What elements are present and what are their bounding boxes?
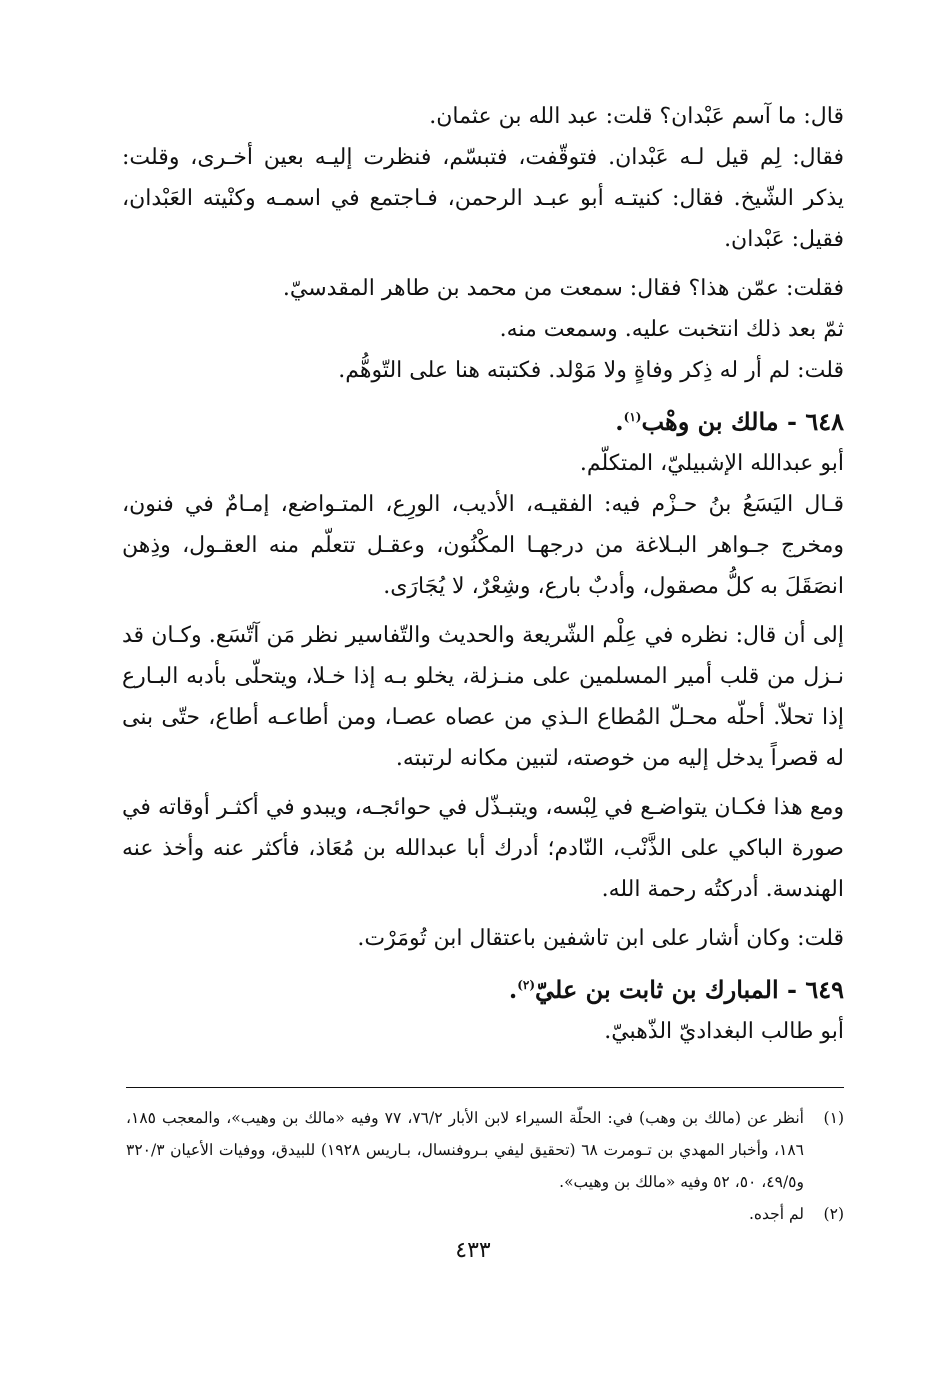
paragraph-2: فقال: لِم قيل لـه عَبْدان. فتوقّفت، فتبسّم، فنظرت إليـه بعين أخـرى، وقلت: يذكر الشّيخ. فقال: كنيتـه أبو عبـد الرحمن، فـاجتمع في اسمـه وكنْيته العَبْدان، فقيل: عَبْدان. xyxy=(122,145,844,252)
footnotes xyxy=(126,1087,844,1230)
entry-title-648: ٦٤٨ - مالك بن وهْب xyxy=(641,407,844,436)
entry-heading-648 xyxy=(122,401,844,443)
footnote-ref-2[interactable]: (٢) xyxy=(517,978,536,992)
paragraph-3a: فقلت: عمّن هذا؟ فقال: سمعت من محمد بن طاهر المقدسيّ. xyxy=(282,276,844,301)
page-body xyxy=(122,96,844,1052)
paragraph-4: أبو عبدالله الإشبيليّ، المتكلّم. xyxy=(579,451,844,476)
paragraph-6: إلى أن قال: نظره في عِلْم الشّريعة والحديث والتّفاسير نظر مَن آتّسَع. وكـان قد نـزل من قلب أمير المسلمين على منـزلة، يخلو بـه إذا خـلا، ويتحلّى بأدبه البـارع إذا تحلاّ. أحلّه محـلّ المُطاع الـذي من عصاه عصـا، ومن أطاعـه أطاع، حتّى بنى له قصراً يدخل إليه من خوصته، لتبين مكانه لرتبته. xyxy=(122,623,844,771)
footnote-text: أنظر عن (مالك بن وهب) في: الحلّة السيراء لابن الأبار ٧٦/٢، ٧٧ وفيه «مالك بن وهيب»، والمعجب ١٨٥، ١٨٦، وأخبار المهدي بن تـومرت ٦٨ (تحقيق ليفي بـروفنسال، بـاريس ١٩٢٨) للبيدق، ووفيات الأعيان ٣٢٠/٣ و٤٩/٥، ٥٠، ٥٢ وفيه «مالك بن وهيب». xyxy=(126,1109,804,1191)
footnote-number: (١) xyxy=(823,1109,844,1127)
entry-title-648-end: . xyxy=(615,407,624,436)
paragraph-5: قـال اليَسَعُ بنُ حـزْم فيه: الفقيـه، الأديب، الورِع، المتـواضع، إمـامٌ في فنون، ومخرج جـواهر البـلاغة من درجهـا المكْنُون، وعقـل تتعلّم منه العقـول، وذِهن انصَقَلَ به كلُّ مصقول، وأدبٌ بارع، وشِعْرٌ، لا يُجَارَى. xyxy=(122,492,844,599)
paragraph-3c: قلت: لم أر له ذِكر وفاةٍ ولا مَوْلد. فكتبته هنا على التّوهُّم. xyxy=(338,358,844,383)
footnote-2 xyxy=(126,1198,844,1230)
footnote-text: لم أجده. xyxy=(748,1205,804,1223)
entry-title-649: ٦٤٩ - المبارك بن ثابت بن عليّ xyxy=(535,975,844,1004)
paragraph-8: قلت: وكان أشار على ابن تاشفين باعتقال ابن تُومَرْت. xyxy=(357,926,844,951)
entry-heading-649 xyxy=(122,969,844,1011)
paragraph-9: أبو طالب البغداديّ الذّهبيّ. xyxy=(604,1019,844,1044)
footnote-number: (٢) xyxy=(823,1205,844,1223)
footnote-ref-1[interactable]: (١) xyxy=(623,410,642,424)
paragraph-3b: ثمّ بعد ذلك انتخبت عليه. وسمعت منه. xyxy=(499,317,844,342)
footnote-1 xyxy=(126,1102,844,1198)
page-number: ٤٣٣ xyxy=(455,1238,491,1263)
paragraph-7: ومع هذا فكـان يتواضـع في لِبْسه، ويتبـذّل في حوائجـه، ويبدو في أكثـر أوقاته في صورة الباكي على الذَّنْب، النّادم؛ أدرك أبا عبدالله بن مُعَاذ، فأكثر عنه وأخذ عنه الهندسة. أدركتُه رحمة الله. xyxy=(122,795,844,902)
paragraph-1: قال: ما آسم عَبْدان؟ قلت: عبد الله بن عثمان. xyxy=(429,104,844,129)
entry-title-649-end: . xyxy=(508,975,518,1004)
